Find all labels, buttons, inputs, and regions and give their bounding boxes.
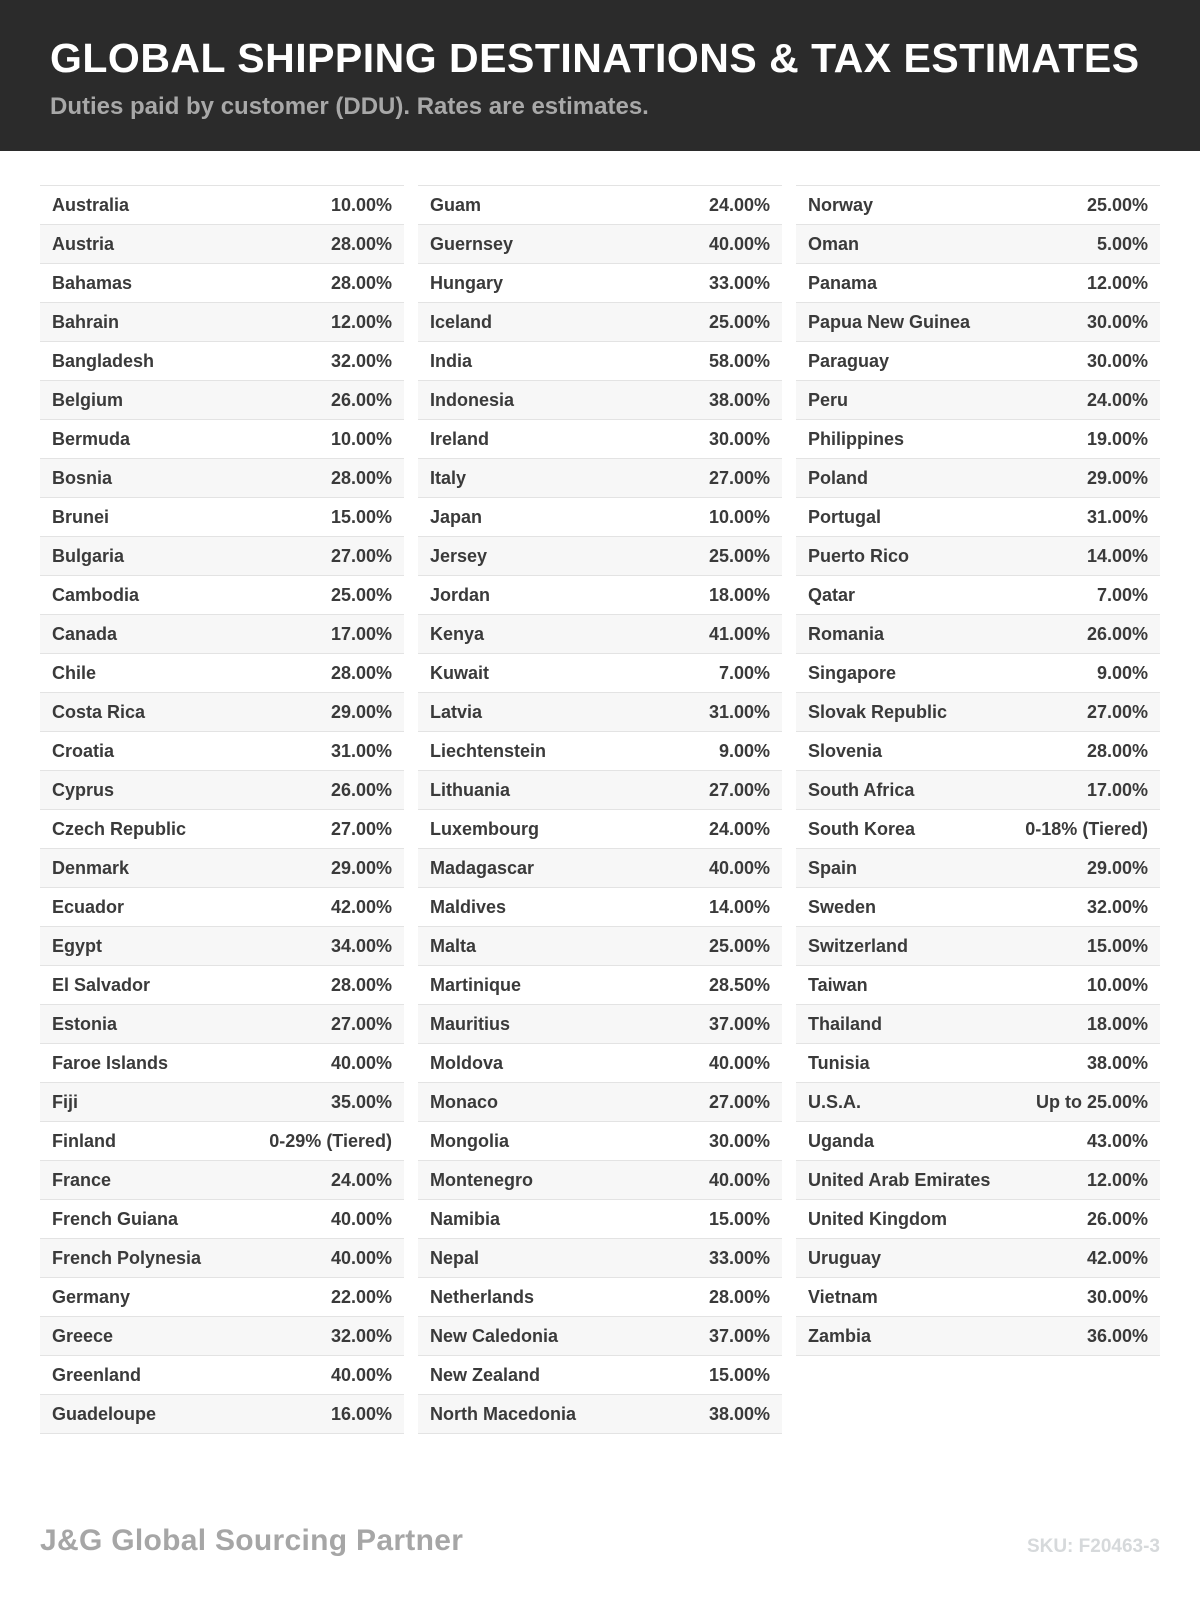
table-row <box>418 420 782 459</box>
tax-rate: 32.00% <box>330 1325 392 1346</box>
country-name: Montenegro <box>430 1169 533 1190</box>
table-row <box>796 732 1160 771</box>
table-row <box>418 927 782 966</box>
table-row <box>796 1239 1160 1278</box>
tax-rate: 28.00% <box>330 233 392 254</box>
tax-rate: 43.00% <box>1086 1130 1148 1151</box>
country-name: Belgium <box>52 389 124 410</box>
table-row <box>796 342 1160 381</box>
tax-rate: 28.00% <box>330 662 392 683</box>
table-row <box>40 771 404 810</box>
tax-rate: Up to 25.00% <box>1035 1091 1148 1112</box>
table-row <box>796 1278 1160 1317</box>
country-name: U.S.A. <box>808 1091 862 1112</box>
country-name: South Africa <box>808 779 915 800</box>
table-row <box>418 303 782 342</box>
country-name: Oman <box>808 233 860 254</box>
table-row <box>418 888 782 927</box>
country-name: Denmark <box>52 857 130 878</box>
tax-rate: 0-29% (Tiered) <box>269 1130 392 1151</box>
tax-rate: 40.00% <box>330 1052 392 1073</box>
country-name: Lithuania <box>430 779 510 800</box>
table-row <box>40 186 404 225</box>
country-name: Vietnam <box>808 1286 878 1307</box>
country-name: Finland <box>52 1130 116 1151</box>
country-name: Bermuda <box>52 428 131 449</box>
table-row <box>40 1317 404 1356</box>
country-name: Malta <box>430 935 477 956</box>
country-name: Iceland <box>430 311 493 332</box>
table-row <box>40 888 404 927</box>
country-name: Portugal <box>808 506 882 527</box>
tax-rate: 28.00% <box>1086 740 1148 761</box>
tax-rate: 32.00% <box>330 350 392 371</box>
table-row <box>40 1005 404 1044</box>
table-row <box>418 1161 782 1200</box>
table-row <box>418 1083 782 1122</box>
tax-rate: 38.00% <box>1086 1052 1148 1073</box>
tax-rate: 58.00% <box>708 350 770 371</box>
table-row <box>418 693 782 732</box>
table-row <box>418 498 782 537</box>
tax-rate: 10.00% <box>330 428 392 449</box>
table-row <box>796 654 1160 693</box>
tax-rate: 29.00% <box>330 857 392 878</box>
tax-rate: 14.00% <box>1086 545 1148 566</box>
table-row <box>40 1083 404 1122</box>
country-name: Spain <box>808 857 858 878</box>
tax-rate: 27.00% <box>708 1091 770 1112</box>
table-row <box>418 771 782 810</box>
table-row <box>796 693 1160 732</box>
table-row <box>796 225 1160 264</box>
table-row <box>418 537 782 576</box>
country-name: Slovak Republic <box>808 701 948 722</box>
tax-rate: 10.00% <box>1086 974 1148 995</box>
country-name: Zambia <box>808 1325 872 1346</box>
tax-rate: 38.00% <box>708 389 770 410</box>
country-name: Switzerland <box>808 935 909 956</box>
tax-rate: 0-18% (Tiered) <box>1025 818 1148 839</box>
country-name: Germany <box>52 1286 131 1307</box>
country-name: Jordan <box>430 584 491 605</box>
sku-label: SKU: F20463-3 <box>1026 1536 1160 1557</box>
country-name: New Zealand <box>430 1364 541 1385</box>
country-name: Hungary <box>430 272 504 293</box>
country-name: Kenya <box>430 623 485 644</box>
table-row <box>40 1239 404 1278</box>
table-row <box>418 654 782 693</box>
country-name: Italy <box>430 467 467 488</box>
tax-rate: 31.00% <box>330 740 392 761</box>
tax-rate: 31.00% <box>708 701 770 722</box>
country-name: Slovenia <box>808 740 883 761</box>
page-title: GLOBAL SHIPPING DESTINATIONS & TAX ESTIMATES <box>50 35 1140 81</box>
tax-rate: 38.00% <box>708 1403 770 1424</box>
table-row <box>40 1356 404 1395</box>
table-row <box>40 381 404 420</box>
tax-rate: 29.00% <box>1086 467 1148 488</box>
table-row <box>418 459 782 498</box>
table-row <box>40 732 404 771</box>
tax-rate: 14.00% <box>708 896 770 917</box>
table-row <box>418 615 782 654</box>
country-name: Bahamas <box>52 272 133 293</box>
tax-rate: 7.00% <box>718 662 770 683</box>
table-row <box>40 1278 404 1317</box>
table-row <box>418 225 782 264</box>
tax-rate: 25.00% <box>708 935 770 956</box>
tax-rate: 17.00% <box>330 623 392 644</box>
country-name: Tunisia <box>808 1052 870 1073</box>
tax-rate: 40.00% <box>330 1247 392 1268</box>
country-name: Mauritius <box>430 1013 511 1034</box>
country-name: South Korea <box>808 818 916 839</box>
tax-rate: 26.00% <box>1086 1208 1148 1229</box>
tax-rate: 17.00% <box>1086 779 1148 800</box>
table-row <box>40 576 404 615</box>
country-name: Costa Rica <box>52 701 146 722</box>
table-row <box>40 1395 404 1434</box>
table-row <box>418 1356 782 1395</box>
tax-rate: 29.00% <box>330 701 392 722</box>
tax-rate: 18.00% <box>708 584 770 605</box>
table-row <box>796 615 1160 654</box>
tax-rate: 27.00% <box>330 545 392 566</box>
country-name: Guam <box>430 194 482 215</box>
tax-rate: 27.00% <box>708 467 770 488</box>
tax-rate: 25.00% <box>708 545 770 566</box>
tax-rate: 15.00% <box>708 1208 770 1229</box>
tax-rate: 9.00% <box>718 740 770 761</box>
table-row <box>418 186 782 225</box>
table-row <box>796 186 1160 225</box>
tax-rate: 10.00% <box>708 506 770 527</box>
brand-name: J&G Global Sourcing Partner <box>40 1524 464 1557</box>
table-row <box>40 264 404 303</box>
table-row <box>40 1044 404 1083</box>
table-row <box>796 420 1160 459</box>
tax-rate: 27.00% <box>708 779 770 800</box>
country-name: Singapore <box>808 662 897 683</box>
tax-rate: 15.00% <box>708 1364 770 1385</box>
country-name: Chile <box>52 662 97 683</box>
table-row <box>40 303 404 342</box>
country-name: Netherlands <box>430 1286 535 1307</box>
table-row <box>40 654 404 693</box>
tax-rate: 29.00% <box>1086 857 1148 878</box>
table-row <box>40 342 404 381</box>
table-row <box>418 1239 782 1278</box>
table-row <box>40 537 404 576</box>
table-row <box>796 381 1160 420</box>
tax-rate: 28.00% <box>708 1286 770 1307</box>
tax-rate: 40.00% <box>708 1052 770 1073</box>
country-name: Kuwait <box>430 662 490 683</box>
country-name: Monaco <box>430 1091 499 1112</box>
tax-rate: 41.00% <box>708 623 770 644</box>
table-row <box>40 1200 404 1239</box>
tax-rate: 9.00% <box>1096 662 1148 683</box>
country-name: New Caledonia <box>430 1325 559 1346</box>
table-row <box>418 732 782 771</box>
table-row <box>796 1200 1160 1239</box>
tax-rate: 42.00% <box>1086 1247 1148 1268</box>
tax-rate: 40.00% <box>330 1364 392 1385</box>
country-name: Peru <box>808 389 849 410</box>
tax-table-column-3 <box>796 185 1160 1356</box>
table-row <box>796 966 1160 1005</box>
country-name: Uruguay <box>808 1247 882 1268</box>
table-row <box>40 420 404 459</box>
table-row <box>40 498 404 537</box>
country-name: France <box>52 1169 112 1190</box>
tax-rate: 24.00% <box>330 1169 392 1190</box>
country-name: United Arab Emirates <box>808 1169 991 1190</box>
country-name: Luxembourg <box>430 818 540 839</box>
country-name: Poland <box>808 467 869 488</box>
tax-rate: 27.00% <box>330 818 392 839</box>
tax-table-column-1 <box>40 185 404 1434</box>
country-name: Bulgaria <box>52 545 125 566</box>
country-name: Guernsey <box>430 233 514 254</box>
tax-rate: 24.00% <box>708 818 770 839</box>
table-row <box>418 1200 782 1239</box>
country-name: Romania <box>808 623 885 644</box>
country-name: Qatar <box>808 584 856 605</box>
tax-rate: 30.00% <box>1086 311 1148 332</box>
country-name: Bosnia <box>52 467 113 488</box>
country-name: Bahrain <box>52 311 120 332</box>
country-name: Philippines <box>808 428 905 449</box>
table-row <box>418 1395 782 1434</box>
table-row <box>796 771 1160 810</box>
table-row <box>40 693 404 732</box>
country-name: Thailand <box>808 1013 883 1034</box>
tax-rate: 28.00% <box>330 974 392 995</box>
table-row <box>796 810 1160 849</box>
country-name: Jersey <box>430 545 488 566</box>
tax-rate: 24.00% <box>1086 389 1148 410</box>
table-row <box>418 810 782 849</box>
country-name: Namibia <box>430 1208 501 1229</box>
table-row <box>796 264 1160 303</box>
table-row <box>796 1122 1160 1161</box>
country-name: Puerto Rico <box>808 545 910 566</box>
tax-rate: 28.00% <box>330 467 392 488</box>
country-name: Australia <box>52 194 130 215</box>
country-name: Czech Republic <box>52 818 187 839</box>
country-name: Paraguay <box>808 350 890 371</box>
table-row <box>796 303 1160 342</box>
tax-rate: 27.00% <box>1086 701 1148 722</box>
table-row <box>796 1044 1160 1083</box>
tax-rate: 12.00% <box>1086 272 1148 293</box>
table-row <box>418 1317 782 1356</box>
tax-table-column-2 <box>418 185 782 1434</box>
tax-rate: 19.00% <box>1086 428 1148 449</box>
tax-rate: 40.00% <box>330 1208 392 1229</box>
table-row <box>40 1161 404 1200</box>
country-name: Cambodia <box>52 584 140 605</box>
tax-rate: 33.00% <box>708 272 770 293</box>
country-name: Liechtenstein <box>430 740 547 761</box>
tax-rate: 36.00% <box>1086 1325 1148 1346</box>
tax-rate: 15.00% <box>330 506 392 527</box>
tax-rate: 37.00% <box>708 1013 770 1034</box>
country-name: El Salvador <box>52 974 151 995</box>
country-name: Greece <box>52 1325 114 1346</box>
country-name: India <box>430 350 473 371</box>
country-name: Madagascar <box>430 857 535 878</box>
tax-rate: 10.00% <box>330 194 392 215</box>
tax-rate: 12.00% <box>330 311 392 332</box>
table-row <box>40 927 404 966</box>
country-name: Martinique <box>430 974 522 995</box>
table-row <box>796 498 1160 537</box>
country-name: Greenland <box>52 1364 142 1385</box>
tax-rate: 40.00% <box>708 233 770 254</box>
tax-rate: 26.00% <box>330 389 392 410</box>
tax-rate: 15.00% <box>1086 935 1148 956</box>
country-name: Maldives <box>430 896 507 917</box>
tax-rate: 26.00% <box>1086 623 1148 644</box>
table-row <box>418 966 782 1005</box>
country-name: Austria <box>52 233 115 254</box>
tax-rate: 34.00% <box>330 935 392 956</box>
country-name: Mongolia <box>430 1130 509 1151</box>
tax-rate: 31.00% <box>1086 506 1148 527</box>
country-name: United Kingdom <box>808 1208 947 1229</box>
tax-rate: 25.00% <box>708 311 770 332</box>
country-name: Ireland <box>430 428 490 449</box>
tax-rate: 33.00% <box>708 1247 770 1268</box>
tax-rate: 18.00% <box>1086 1013 1148 1034</box>
table-row <box>40 225 404 264</box>
country-name: Fiji <box>52 1091 78 1112</box>
table-row <box>418 849 782 888</box>
country-name: Guadeloupe <box>52 1403 157 1424</box>
tax-rate: 26.00% <box>330 779 392 800</box>
country-name: French Guiana <box>52 1208 179 1229</box>
country-name: Norway <box>808 194 874 215</box>
tax-rate: 30.00% <box>1086 350 1148 371</box>
page-footer <box>40 1524 1160 1558</box>
tax-rate: 22.00% <box>330 1286 392 1307</box>
table-row <box>796 888 1160 927</box>
table-row <box>418 1278 782 1317</box>
page-subtitle: Duties paid by customer (DDU). Rates are estimates. <box>50 93 649 121</box>
table-row <box>796 1005 1160 1044</box>
country-name: Ecuador <box>52 896 125 917</box>
table-row <box>796 927 1160 966</box>
tax-rate: 7.00% <box>1096 584 1148 605</box>
table-row <box>418 264 782 303</box>
table-row <box>796 1083 1160 1122</box>
table-row <box>40 810 404 849</box>
country-name: Uganda <box>808 1130 875 1151</box>
country-name: Faroe Islands <box>52 1052 169 1073</box>
tax-rate-table <box>0 151 1200 1434</box>
country-name: Canada <box>52 623 118 644</box>
tax-rate: 12.00% <box>1086 1169 1148 1190</box>
tax-rate: 25.00% <box>1086 194 1148 215</box>
table-row <box>40 459 404 498</box>
country-name: Egypt <box>52 935 103 956</box>
table-row <box>418 576 782 615</box>
tax-rate: 30.00% <box>708 1130 770 1151</box>
table-row <box>796 849 1160 888</box>
country-name: Indonesia <box>430 389 515 410</box>
tax-rate: 24.00% <box>708 194 770 215</box>
tax-rate: 40.00% <box>708 1169 770 1190</box>
tax-rate: 5.00% <box>1096 233 1148 254</box>
tax-rate: 28.50% <box>708 974 770 995</box>
tax-rate: 30.00% <box>708 428 770 449</box>
country-name: Japan <box>430 506 483 527</box>
country-name: Latvia <box>430 701 483 722</box>
table-row <box>40 966 404 1005</box>
country-name: Taiwan <box>808 974 868 995</box>
table-row <box>796 576 1160 615</box>
country-name: Brunei <box>52 506 110 527</box>
country-name: North Macedonia <box>430 1403 577 1424</box>
tax-rate: 37.00% <box>708 1325 770 1346</box>
country-name: Papua New Guinea <box>808 311 971 332</box>
country-name: Nepal <box>430 1247 480 1268</box>
tax-rate: 25.00% <box>330 584 392 605</box>
table-row <box>418 1122 782 1161</box>
country-name: Cyprus <box>52 779 115 800</box>
table-row <box>796 537 1160 576</box>
table-row <box>796 1161 1160 1200</box>
tax-rate: 40.00% <box>708 857 770 878</box>
table-row <box>418 1005 782 1044</box>
table-row <box>796 459 1160 498</box>
country-name: Panama <box>808 272 878 293</box>
tax-rate: 32.00% <box>1086 896 1148 917</box>
tax-rate: 16.00% <box>330 1403 392 1424</box>
table-row <box>796 1317 1160 1356</box>
country-name: Moldova <box>430 1052 504 1073</box>
table-row <box>40 1122 404 1161</box>
page-header <box>0 0 1200 151</box>
tax-rate: 27.00% <box>330 1013 392 1034</box>
tax-rate: 42.00% <box>330 896 392 917</box>
table-row <box>40 849 404 888</box>
table-row <box>40 615 404 654</box>
table-row <box>418 1044 782 1083</box>
tax-rate: 35.00% <box>330 1091 392 1112</box>
country-name: Bangladesh <box>52 350 155 371</box>
table-row <box>418 342 782 381</box>
country-name: Croatia <box>52 740 115 761</box>
country-name: French Polynesia <box>52 1247 202 1268</box>
tax-rate: 30.00% <box>1086 1286 1148 1307</box>
country-name: Estonia <box>52 1013 118 1034</box>
tax-rate: 28.00% <box>330 272 392 293</box>
country-name: Sweden <box>808 896 877 917</box>
table-row <box>418 381 782 420</box>
